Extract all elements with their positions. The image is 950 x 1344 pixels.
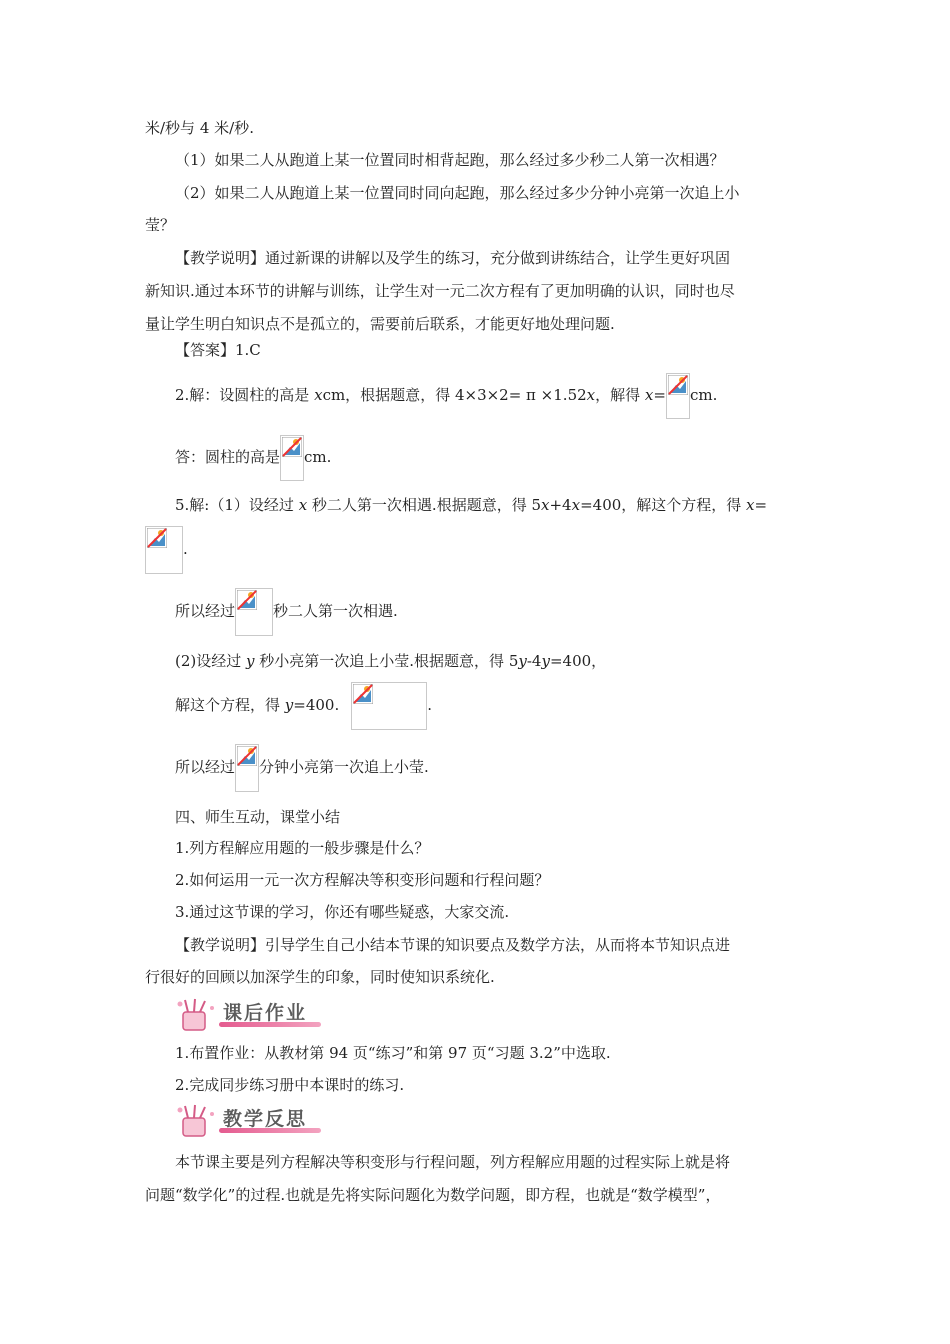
teaching-note-cont: 量让学生明白知识点不是孤立的，需要前后联系，才能更好地处理问题. xyxy=(145,315,615,333)
pencil-cup-icon xyxy=(175,998,219,1032)
answer-2 xyxy=(175,372,717,418)
summary-item: 2.如何运用一元一次方程解决等积变形问题和行程问题？ xyxy=(175,871,550,889)
text-seg: 秒二人第一次相遇.根据题意，得 5 xyxy=(307,496,542,514)
text-seg: ，解得 xyxy=(595,386,645,404)
homework-heading-label: 课后作业 xyxy=(223,1002,308,1024)
question-1: （1）如果二人从跑道上某一位置同时相背起跑，那么经过多少秒二人第一次相遇？ xyxy=(175,151,725,169)
text-seg: = xyxy=(754,496,768,514)
text-seg: 2.解：设圆柱的高是 xyxy=(175,386,315,404)
reflection-text-cont: 问题“数学化”的过程.也就是先将实际问题化为数学问题，即方程，也就是“数学模型”， xyxy=(145,1186,721,1204)
summary-item: 1.列方程解应用题的一般步骤是什么？ xyxy=(175,839,430,857)
teaching-note: 【教学说明】通过新课的讲解以及学生的练习，充分做到讲练结合，让学生更好巩固 xyxy=(175,249,731,267)
text-seg: =400. xyxy=(293,696,340,714)
var-x: x xyxy=(586,386,596,404)
text-seg: =400，解这个方程，得 xyxy=(580,496,747,514)
text-seg: =400， xyxy=(549,652,607,670)
answer-2-conclusion xyxy=(175,434,331,480)
teaching-note-cont: 新知识.通过本环节的讲解与训练，让学生对一元二次方程有了更加明确的认识，同时也尽 xyxy=(145,282,735,300)
section-heading: 四、师生互动，课堂小结 xyxy=(175,808,341,826)
text-seg: 所以经过 xyxy=(175,602,236,620)
text-seg: 分钟小亮第一次追上小莹. xyxy=(259,758,429,776)
answer-5-part2 xyxy=(175,651,606,671)
teaching-note: 【教学说明】引导学生自己小结本节课的知识要点及数学方法，从而将本节知识点进 xyxy=(175,936,731,954)
pencil-cup-icon xyxy=(175,1104,219,1138)
answer-5-result xyxy=(145,524,188,574)
question-2: （2）如果二人从跑道上某一位置同时同向起跑，那么经过多少分钟小亮第一次追上小 xyxy=(175,184,740,202)
text-seg: cm，根据题意，得 4×3×2= π ×1.52 xyxy=(322,386,587,404)
text-seg: (2)设经过 xyxy=(175,652,247,670)
text-seg: 所以经过 xyxy=(175,758,236,776)
broken-image-icon xyxy=(235,588,273,636)
var-y: y xyxy=(518,652,527,670)
text-seg: 解这个方程，得 xyxy=(175,696,285,714)
answer-5-part1-conclusion xyxy=(175,586,398,636)
text-seg: 5.解:（1）设经过 xyxy=(175,496,299,514)
var-x: x xyxy=(746,496,755,514)
broken-image-icon xyxy=(145,526,183,574)
text-seg: cm. xyxy=(689,386,718,404)
var-y: y xyxy=(284,696,294,714)
text-seg: . xyxy=(183,540,188,558)
answer-5-part2-solve xyxy=(175,680,432,730)
text-line: 莹？ xyxy=(145,216,176,234)
var-y: y xyxy=(541,652,550,670)
teaching-note-cont: 行很好的回顾以加深学生的印象，同时使知识系统化. xyxy=(145,968,495,986)
text-seg: cm. xyxy=(304,448,332,466)
text-seg: . xyxy=(427,696,433,714)
reflection-heading xyxy=(175,1104,325,1138)
var-x: x xyxy=(571,496,581,514)
reflection-heading-label: 教学反思 xyxy=(223,1108,308,1130)
var-x: x xyxy=(541,496,550,514)
text-seg: = xyxy=(653,386,666,404)
var-x: x xyxy=(644,386,654,404)
homework-item: 2.完成同步练习册中本课时的练习. xyxy=(175,1076,405,1094)
summary-item: 3.通过这节课的学习，你还有哪些疑惑，大家交流. xyxy=(175,903,510,921)
var-y: y xyxy=(246,652,255,670)
text-seg: +4 xyxy=(549,496,572,514)
var-x: x xyxy=(298,496,308,514)
broken-image-icon xyxy=(351,682,427,730)
answer-5-part1 xyxy=(175,495,767,515)
var-x: x xyxy=(314,386,323,404)
text-seg: -4 xyxy=(526,652,542,670)
text-seg: 秒二人第一次相遇. xyxy=(273,602,398,620)
answer-5-part2-conclusion xyxy=(175,742,429,792)
answer-1: 【答案】1.C xyxy=(175,341,261,359)
homework-item: 1.布置作业：从教材第 94 页“练习”和第 97 页“习题 3.2”中选取. xyxy=(175,1044,611,1062)
broken-image-icon xyxy=(235,744,259,792)
homework-heading xyxy=(175,998,325,1032)
broken-image-icon xyxy=(666,373,690,419)
reflection-text: 本节课主要是列方程解决等积变形与行程问题，列方程解应用题的过程实际上就是将 xyxy=(175,1153,731,1171)
text-seg: 答：圆柱的高是 xyxy=(175,448,281,466)
text-seg: 秒小亮第一次追上小莹.根据题意，得 5 xyxy=(254,652,519,670)
text-line: 米/秒与 4 米/秒. xyxy=(145,119,254,137)
broken-image-icon xyxy=(280,435,304,481)
